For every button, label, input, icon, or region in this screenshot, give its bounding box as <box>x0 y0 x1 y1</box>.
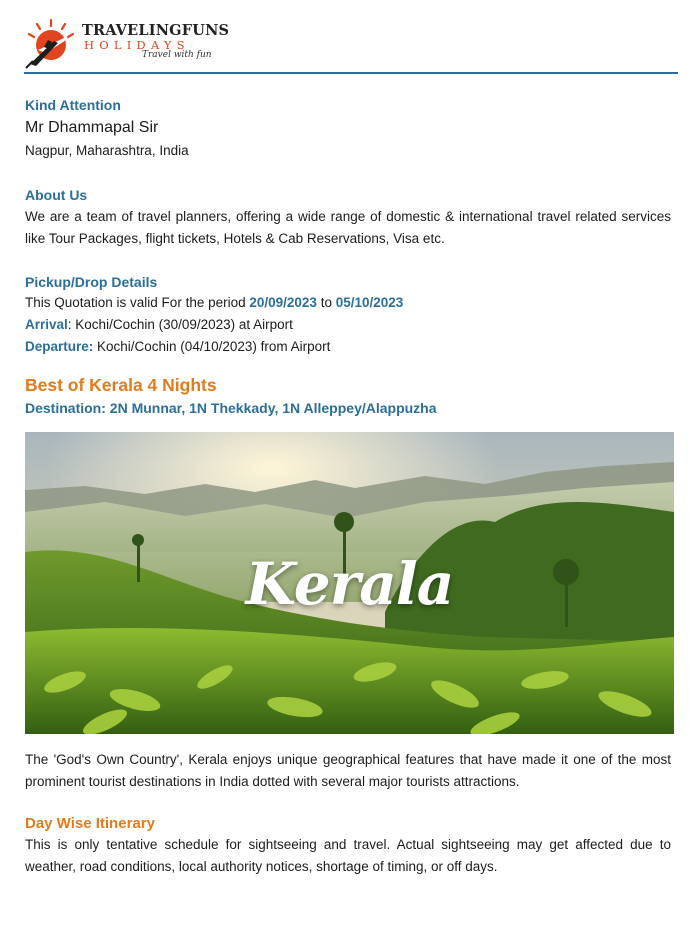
departure-label: Departure: <box>25 339 94 354</box>
departure-line <box>25 336 671 358</box>
itinerary-section <box>25 814 671 878</box>
itinerary-text: This is only tentative schedule for sightseeing and travel. Actual sightseeing may get affected due to weather, road conditions, local authority notices, shortage of timing, or off days. <box>25 837 671 874</box>
brand-tagline: Travel with fun <box>142 50 212 60</box>
kerala-description: The 'God's Own Country', Kerala enjoys unique geographical features that have made it one of the most prominent tourist destinations in India dotted with several major tourists attractions. <box>25 752 671 789</box>
about-heading: About Us <box>25 187 88 203</box>
about-text: We are a team of travel planners, offering a wide range of domestic & international travel related services like Tour Packages, flight tickets, Hotels & Cab Reservations, Visa etc. <box>25 209 671 246</box>
header <box>24 14 678 74</box>
arrival-colon: : <box>67 317 72 332</box>
client-location: Nagpur, Maharashtra, India <box>25 143 189 158</box>
brand-wordmark <box>82 23 229 52</box>
itinerary-heading: Day Wise Itinerary <box>25 815 155 832</box>
validity-prefix: This Quotation is valid For the period <box>25 295 246 310</box>
valid-to-date: 05/10/2023 <box>335 295 404 310</box>
hero-title: Kerala <box>245 550 454 618</box>
valid-from-date: 20/09/2023 <box>249 295 317 310</box>
arrival-text: Kochi/Cochin (30/09/2023) at Airport <box>71 317 293 332</box>
package-section <box>25 374 671 418</box>
about-section <box>25 186 671 250</box>
brand-name: TRAVELINGFUNS <box>82 22 230 39</box>
kerala-hero-image <box>25 432 674 734</box>
header-divider <box>24 72 678 74</box>
departure-text: Kochi/Cochin (04/10/2023) from Airport <box>93 339 331 354</box>
validity-line <box>25 292 671 314</box>
pickup-section <box>25 273 671 358</box>
attention-section <box>25 96 671 163</box>
validity-to-word: to <box>320 295 332 310</box>
package-destination: Destination: 2N Munnar, 1N Thekkady, 1N Alleppey/Alappuzha <box>25 400 437 416</box>
package-title: Best of Kerala 4 Nights <box>25 375 217 395</box>
logo-sun-plane-icon <box>24 16 78 70</box>
arrival-label: Arrival <box>25 317 68 332</box>
client-name: Mr Dhammapal Sir <box>25 119 159 136</box>
pickup-heading: Pickup/Drop Details <box>25 274 158 290</box>
arrival-line <box>25 314 671 336</box>
attention-heading: Kind Attention <box>25 97 121 113</box>
brand-subname: HOLIDAYS <box>84 38 190 52</box>
